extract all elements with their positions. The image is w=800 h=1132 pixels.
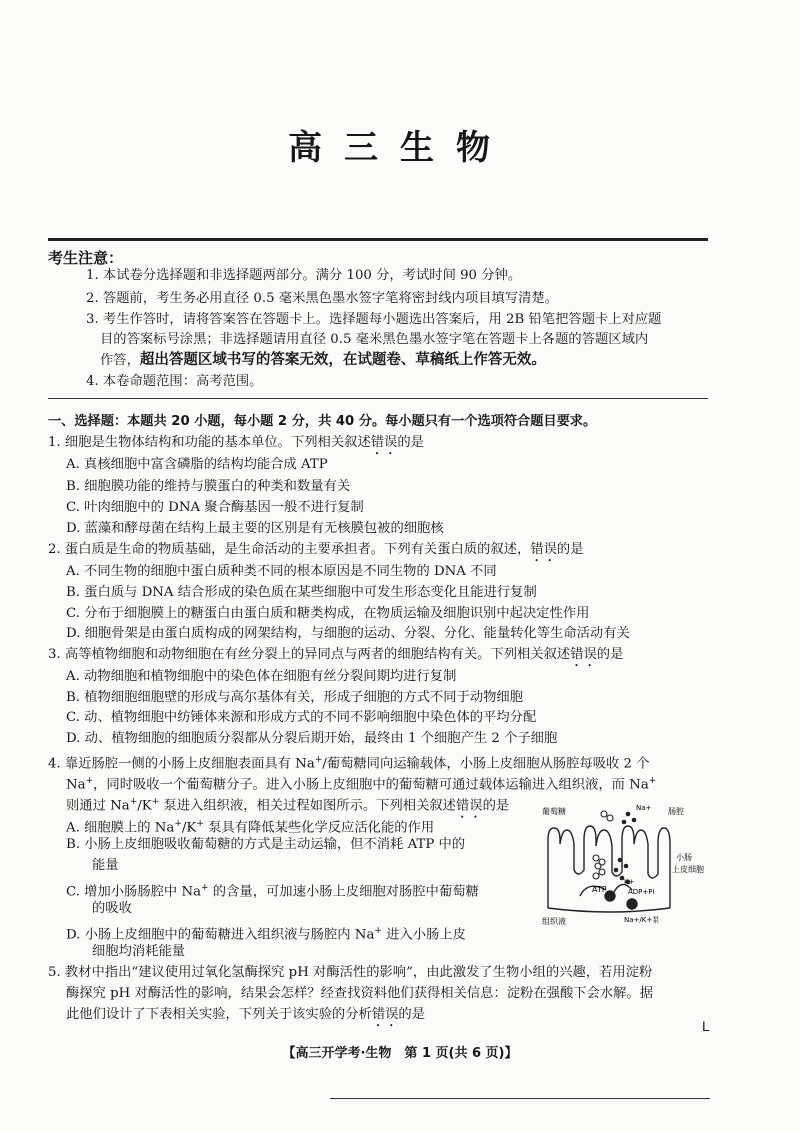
corner-mark: L [702, 1018, 710, 1034]
figure-label-cell-1: 小肠 [676, 853, 692, 862]
figure-label-adp: ADP+Pi [628, 888, 655, 896]
question-2-option-b: B. 蛋白质与 DNA 结合形成的染色质在某些细胞中可发生形态变化且能进行复制 [66, 585, 537, 600]
bottom-rule [330, 1098, 710, 1099]
notice-warning: 超出答题区域书写的答案无效，在试题卷、草稿纸上作答无效。 [139, 352, 546, 368]
question-5-line-2: 酶探究 pH 对酶活性的影响，结果会怎样？经查找资料他们获得相关信息：淀粉在强酸下会水解。据 [66, 986, 654, 1001]
figure-label-tissue: 组织液 [542, 917, 566, 926]
question-3-option-a: A. 动物细胞和植物细胞中的染色体在细胞有丝分裂间期均进行复制 [66, 669, 457, 684]
question-4-option-a: A. 细胞膜上的 Na+/K+ 泵具有降低某些化学反应活化能的作用 [66, 819, 435, 836]
question-1-option-a: A. 真核细胞中富含磷脂的结构均能合成 ATP [66, 457, 328, 472]
figure-label-lumen: 肠腔 [668, 807, 684, 816]
question-4-option-b: B. 小肠上皮细胞吸收葡萄糖的方式是主动运输，但不消耗 ATP 中的 [66, 837, 466, 852]
intestinal-transport-figure [540, 800, 710, 930]
section-heading: 一、选择题：本题共 20 小题，每小题 2 分，共 40 分。每小题只有一个选项符合题目要求。 [48, 414, 597, 429]
question-3-keyword: 错误 [570, 647, 597, 662]
question-3-option-b: B. 植物细胞细胞壁的形成与高尔基体有关，形成子细胞的方式不同于动物细胞 [66, 690, 524, 705]
question-1-option-c: C. 叶肉细胞中的 DNA 聚合酶基因一般不进行复制 [66, 500, 364, 515]
question-5-keyword: 错误 [371, 1007, 399, 1022]
question-4-option-c-cont: 的吸收 [92, 901, 132, 916]
question-4-stem-line-2: Na+，同时吸收一个葡萄糖分子。进入小肠上皮细胞中的葡萄糖可通过载体运输进入组织液，而 Na+ [66, 776, 657, 793]
question-2-option-a: A. 不同生物的细胞中蛋白质种类不同的根本原因是不同生物的 DNA 不同 [66, 564, 497, 579]
question-1-option-b: B. 细胞膜功能的维持与膜蛋白的种类和数量有关 [66, 479, 351, 494]
figure-label-atp: ATP [592, 885, 607, 894]
page-footer: 【高三开学考·生物 第 1 页(共 6 页)】 [282, 1046, 518, 1061]
question-4-option-d: D. 小肠上皮细胞中的葡萄糖进入组织液与肠腔内 Na+ 进入小肠上皮 [66, 926, 466, 943]
notice-item-1: 1. 本试卷分选择题和非选择题两部分。满分 100 分，考试时间 90 分钟。 [86, 268, 522, 283]
figure-label-pump: Na+/K+泵 [624, 916, 660, 924]
question-4-option-b-cont: 能量 [92, 858, 119, 873]
question-2-stem: 2. 蛋白质是生命的物质基础，是生命活动的主要承担者。下列有关蛋白质的叙述，错误的是 [48, 542, 584, 557]
notice-item-3: 3. 考生作答时，请将答案答在答题卡上。选择题每小题选出答案后，用 2B 铅笔把答题卡上对应题 [86, 312, 662, 327]
figure-label-k: K+ [624, 878, 635, 886]
question-5-line-1: 5. 教材中指出“建议使用过氧化氢酶探究 pH 对酶活性的影响”，由此激发了生物小组的兴趣，若用淀粉 [48, 965, 653, 980]
page-title: 高三生物 [288, 128, 512, 168]
figure-label-cell-2: 上皮细胞 [672, 865, 704, 874]
question-1-keyword: 错误 [370, 435, 398, 450]
notice-item-3-answer: 作答， [100, 353, 140, 368]
basal-membrane [548, 908, 670, 912]
question-4-option-c: C. 增加小肠肠腔中 Na+ 的含量，可加速小肠上皮细胞对肠腔中葡萄糖 [66, 883, 479, 900]
header-rule [48, 238, 708, 241]
notice-heading: 考生注意： [48, 249, 124, 267]
figure-label-glucose: 葡萄糖 [542, 807, 566, 816]
pump-circle [627, 899, 637, 909]
question-3-option-d: D. 动、植物细胞的细胞质分裂都从分裂后期开始，最终由 1 个细胞产生 2 个子细胞 [66, 731, 558, 746]
notice-item-3-end [100, 350, 546, 371]
question-4-keyword: 错误 [455, 798, 483, 814]
question-4-option-d-cont: 细胞均消耗能量 [92, 944, 186, 959]
question-4-stem-line-1: 4. 靠近肠腔一侧的小肠上皮细胞表面具有 Na+/葡萄糖同向运输载体，小肠上皮细胞从肠腔每吸收 2 个 [48, 755, 650, 772]
figure-label-na: Na+ [636, 804, 652, 812]
question-2-option-c: C. 分布于细胞膜上的糖蛋白由蛋白质和糖类构成，在物质运输及细胞识别中起决定性作用 [66, 606, 590, 621]
question-3-stem: 3. 高等植物细胞和动物细胞在有丝分裂上的异同点与两者的细胞结构有关。下列相关叙述错误的是 [48, 647, 624, 662]
question-1-option-d: D. 蓝藻和酵母菌在结构上最主要的区别是有无核膜包被的细胞核 [66, 521, 444, 536]
notice-item-3-cont: 目的答案标号涂黑；非选择题请用直径 0.5 毫米黑色墨水签字笔在答题卡上各题的答题区域内 [100, 332, 649, 347]
notice-item-4: 4. 本卷命题范围：高考范围。 [86, 374, 263, 389]
question-2-option-d: D. 细胞骨架是由蛋白质构成的网架结构，与细胞的运动、分裂、分化、能量转化等生命活动有关 [66, 626, 630, 641]
notice-item-2: 2. 答题前，考生务必用直径 0.5 毫米黑色墨水签字笔将密封线内项目填写清楚。 [86, 291, 559, 306]
question-1-stem: 1. 细胞是生物体结构和功能的基本单位。下列相关叙述错误的是 [48, 435, 424, 450]
question-2-keyword: 错误 [530, 542, 557, 557]
question-4-stem-line-3: 则通过 Na+/K+ 泵进入组织液，相关过程如图所示。下列相关叙述错误的是 [66, 797, 510, 814]
notice-divider [48, 398, 708, 399]
question-5-line-3: 此他们设计了下表相关实验，下列关于该实验的分析错误的是 [66, 1007, 426, 1022]
question-3-option-c: C. 动、植物细胞中纺锤体来源和形成方式的不同不影响细胞中染色体的平均分配 [66, 710, 537, 725]
